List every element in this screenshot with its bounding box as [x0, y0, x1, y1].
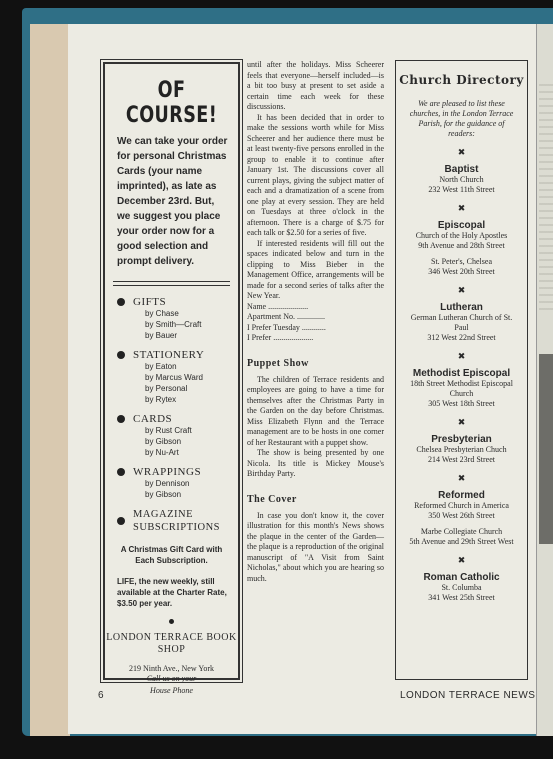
denomination-name: Methodist Episcopal [412, 368, 511, 379]
article-paragraph: until after the holidays. Miss Scheerer feels that everyone—herself included—is a bit too busy at present to set aside a certain time each week for these discussions. [247, 60, 384, 111]
facing-page-text [539, 84, 553, 314]
ad-promo-text: We can take your order for personal Christmas Cards (your name imprinted), as late as December 23rd. But, we suggest you place your order now for a good selection and prompt delivery. [117, 136, 228, 267]
article-paragraph: If interested residents will fill out the spaces indicated below and turn in the clipping to Miss Bieber in the Management Office, arrangements will be made for a second series of talks after the New Year. [247, 238, 384, 300]
cross-separator-icon: ✖ [457, 285, 466, 295]
bullet-icon [117, 298, 125, 306]
church-directory [395, 60, 528, 680]
church-address: 232 West 11th Street [428, 185, 495, 194]
facing-page-image [539, 354, 553, 544]
church-address: 312 West 22nd Street [427, 333, 496, 342]
brand-item: by Bauer [145, 331, 178, 340]
shop-call-line: Call us on your [146, 674, 197, 683]
church-address: 5th Avenue and 29th Street West [409, 537, 514, 546]
brand-item: by Rust Craft [145, 426, 192, 435]
category-label: GIFTS [133, 296, 167, 308]
article-paragraph: The children of Terrace residents and employees are going to have a time for themselves after the Christmas Party in the Garden on the day before Christmas. Miss Elizabeth Flynn and the Terrace management are to be hosts in one corner of her Restaurant with a puppet show. [247, 374, 384, 447]
brand-list [145, 308, 238, 341]
category-heading [117, 413, 238, 425]
category-block [105, 413, 238, 458]
church-address: 9th Avenue and 28th Street [418, 241, 505, 250]
category-block [105, 296, 238, 341]
product-categories [105, 296, 238, 534]
church-name: Reformed Church in America [414, 501, 509, 510]
brand-item: by Nu-Art [145, 448, 179, 457]
bullet-icon [117, 351, 125, 359]
form-tuesday-line: I Prefer Tuesday ............ [247, 322, 326, 332]
category-label: STATIONERY [133, 349, 205, 361]
category-label: MAGAZINE SUBSCRIPTIONS [133, 509, 221, 533]
denomination-name: Lutheran [440, 302, 483, 313]
cross-separator-icon: ✖ [457, 203, 466, 213]
brand-list [145, 478, 238, 500]
shop-phone-line: House Phone [150, 686, 193, 695]
church-name: St. Peter's, Chelsea [431, 257, 492, 266]
cross-separator-icon: ✖ [457, 351, 466, 361]
brand-item: by Dennison [145, 479, 190, 488]
page-number: 6 [98, 690, 104, 701]
shop-address: 219 Ninth Ave., New York [129, 664, 214, 673]
life-offer-note: LIFE, the new weekly, still available at the Charter Rate, $3.50 per year. [117, 577, 227, 608]
category-heading [117, 466, 238, 478]
denomination-name: Roman Catholic [423, 572, 500, 583]
brand-list [145, 361, 238, 405]
form-apartment-line: Apartment No. .............. [247, 312, 325, 321]
denomination-name: Presbyterian [431, 434, 492, 445]
church-name: North Church [439, 175, 484, 184]
bullet-icon [117, 517, 125, 525]
section-heading: The Cover [247, 493, 297, 505]
category-heading [117, 349, 238, 361]
category-block [105, 466, 238, 500]
category-label: CARDS [133, 413, 173, 425]
article-paragraph: It has been decided that in order to make the sessions worth while for Miss Scheerer and her audience there must be at least twenty-five persons enrolled in the group to enable it to continue after January 1st. The discussions cover all current plays, giving the subject matter of each and a dramatization of a scene from one play at every session. They are held on Tuesdays at three o'clock in the afternoon. There is a charge of $.75 for each talk or $2.50 for a series of five. [247, 112, 384, 237]
church-address: 305 West 18th Street [428, 399, 495, 408]
brand-item: by Marcus Ward [145, 373, 203, 382]
cross-separator-icon: ✖ [457, 147, 466, 157]
denomination-name: Reformed [438, 490, 485, 501]
church-name: 18th Street Methodist Episcopal Church [410, 379, 513, 398]
page-edges [30, 24, 70, 736]
ad-title: OF COURSE! [125, 78, 218, 128]
church-name: German Lutheran Church of St. Paul [410, 313, 513, 332]
category-heading [117, 508, 238, 534]
ad-divider [113, 281, 230, 286]
brand-item: by Rytex [145, 395, 177, 404]
church-name: Marbe Collegiate Church [420, 527, 503, 536]
article-paragraph: The show is being presented by one Nicola. Its title is Mickey Mouse's Birthday Party. [247, 448, 384, 478]
brand-item: by Chase [145, 309, 179, 318]
article-paragraph: In case you don't know it, the cover illustration for this month's News shows the plaque in the center of the Garden—the plaque is a reproduction of the original manuscript of "A Visit from Saint Nicholas," about which you are hearing so much. [247, 510, 384, 583]
bookshop-ad [103, 62, 240, 695]
section-heading: Puppet Show [247, 357, 309, 369]
brand-item: by Gibson [145, 437, 182, 446]
cross-separator-icon: ✖ [457, 417, 466, 427]
church-address: 346 West 20th Street [428, 267, 495, 276]
subscription-note: A Christmas Gift Card with Each Subscription. [120, 545, 223, 565]
category-heading [117, 296, 238, 308]
signup-form [247, 302, 384, 344]
shop-name: LONDON TERRACE BOOK SHOP [106, 632, 237, 655]
brand-item: by Eaton [145, 362, 177, 371]
brand-item: by Gibson [145, 490, 182, 499]
article-column [247, 60, 384, 584]
directory-title: Church Directory [399, 73, 524, 87]
church-address: 214 West 23rd Street [428, 455, 495, 464]
directory-list [396, 147, 527, 603]
facing-page-edge [536, 24, 553, 736]
cross-separator-icon: ✖ [457, 473, 466, 483]
category-label: WRAPPINGS [133, 466, 202, 478]
denomination-name: Episcopal [437, 220, 486, 231]
bullet-icon [117, 415, 125, 423]
church-name: Church of the Holy Apostles [415, 231, 508, 240]
directory-intro: We are pleased to list these churches, in the London Terrace Parish, for the guidance of readers: [409, 99, 514, 138]
category-block [105, 349, 238, 405]
bullet-icon [169, 619, 174, 624]
church-name: Chelsea Presbyterian Chuch [416, 445, 507, 454]
publication-title: LONDON TERRACE NEWS [400, 690, 536, 701]
brand-list [145, 425, 238, 458]
brand-item: by Personal [145, 384, 188, 393]
denomination-name: Baptist [444, 164, 479, 175]
bullet-icon [117, 468, 125, 476]
church-address: 341 West 25th Street [428, 593, 495, 602]
category-block [105, 508, 238, 534]
cross-separator-icon: ✖ [457, 555, 466, 565]
form-prefer-line: I Prefer .................... [247, 333, 314, 342]
church-name: St. Columba [441, 583, 482, 592]
brand-item: by Smith—Craft [145, 320, 202, 329]
form-name-line: Name .................... [247, 301, 309, 311]
church-address: 350 West 26th Street [428, 511, 495, 520]
